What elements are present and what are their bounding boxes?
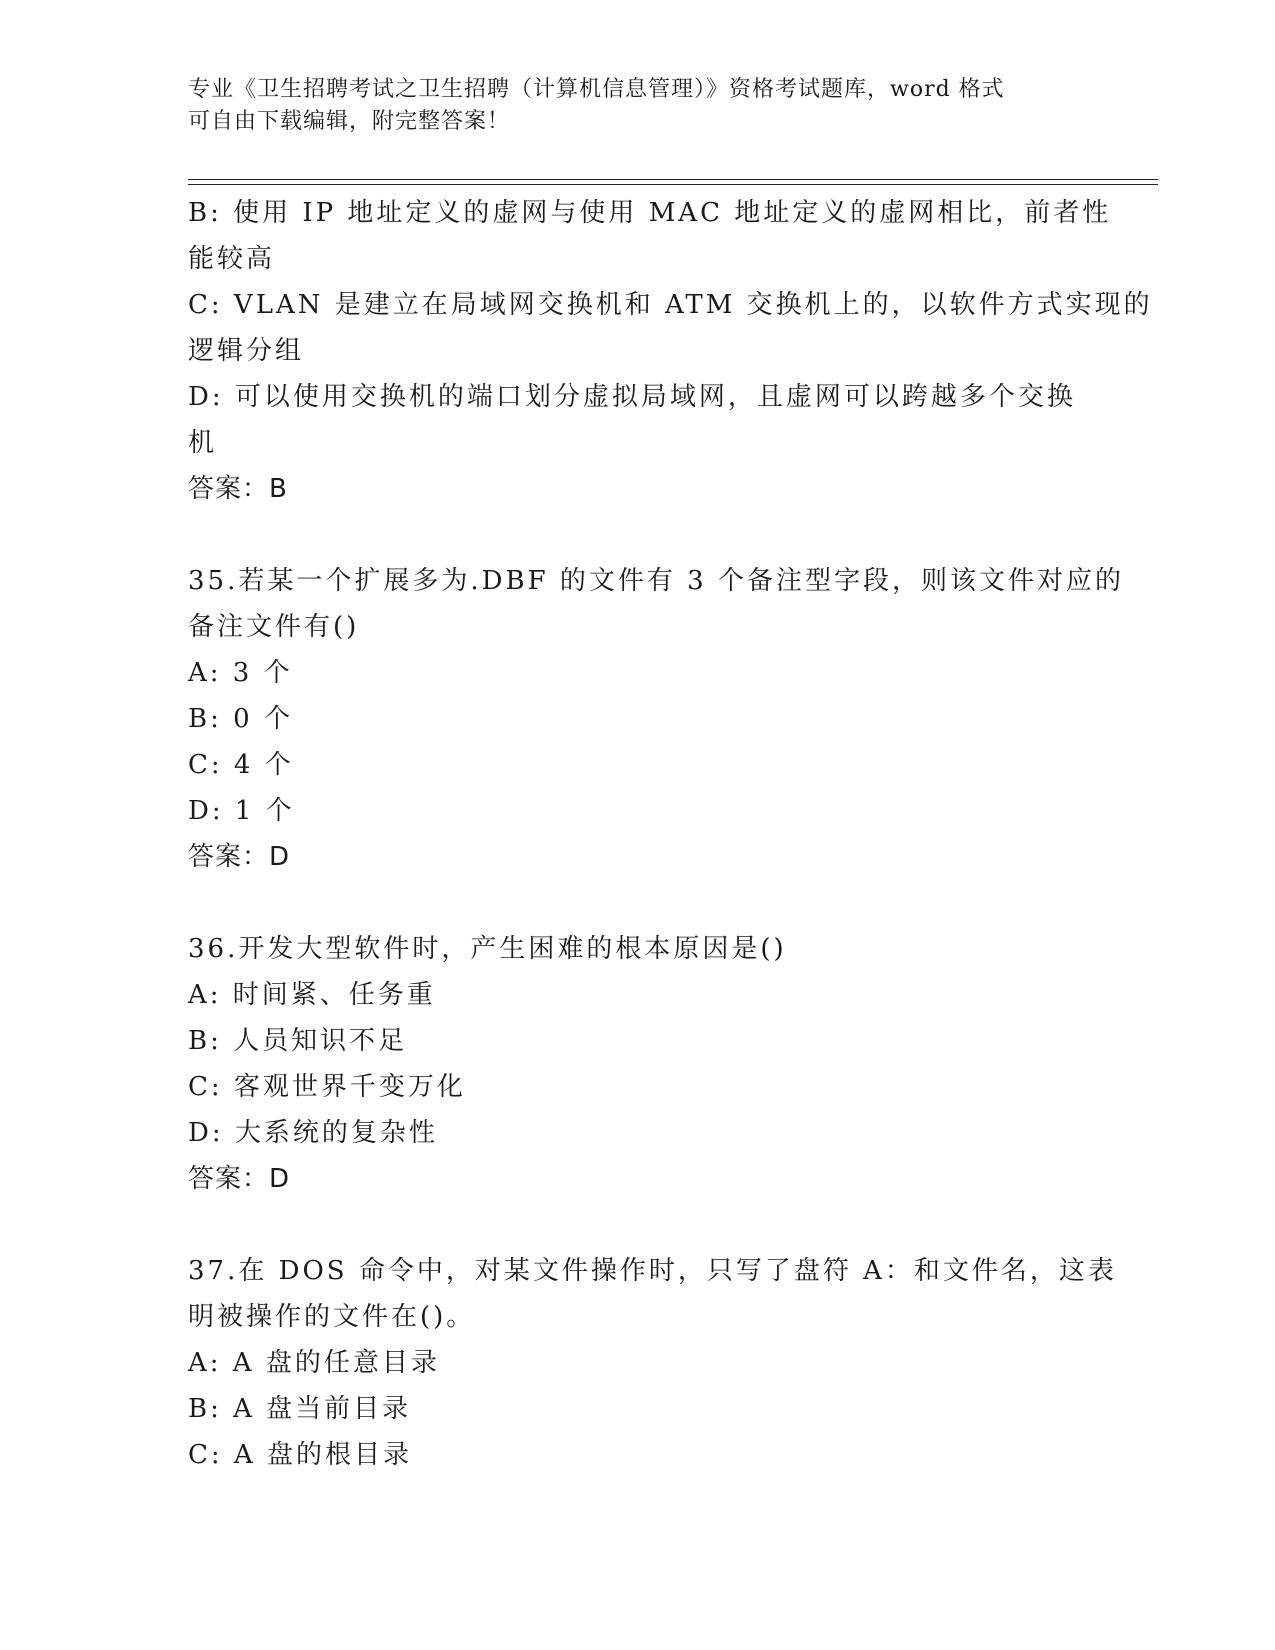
option-b-line-2: 能较高 bbox=[188, 244, 276, 274]
question-35 bbox=[188, 558, 1124, 880]
answer-line: 答案：B bbox=[188, 474, 288, 504]
question-34-tail bbox=[188, 190, 1153, 512]
option-b-line-1: B: 使用 IP 地址定义的虚网与使用 MAC 地址定义的虚网相比，前者性 bbox=[188, 198, 1112, 228]
option-c: C: 4 个 bbox=[188, 750, 294, 780]
header-line-2: 可自由下载编辑，附完整答案！ bbox=[188, 109, 511, 134]
header-line-1: 专业《卫生招聘考试之卫生招聘（计算机信息管理）》资格考试题库，word 格式 bbox=[188, 77, 1005, 102]
question-text-line-1: 37.在 DOS 命令中，对某文件操作时，只写了盘符 A：和文件名，这表 bbox=[188, 1256, 1117, 1286]
option-d: D: 1 个 bbox=[188, 796, 295, 826]
document-header bbox=[188, 74, 1068, 138]
question-text-line-2: 明被操作的文件在()。 bbox=[188, 1302, 476, 1332]
option-c-line-1: C: VLAN 是建立在局域网交换机和 ATM 交换机上的，以软件方式实现的 bbox=[188, 290, 1153, 320]
header-rule-top bbox=[188, 179, 1158, 180]
option-c: C: A 盘的根目录 bbox=[188, 1440, 412, 1470]
question-text-line-1: 35.若某一个扩展多为.DBF 的文件有 3 个备注型字段，则该文件对应的 bbox=[188, 566, 1124, 596]
option-a: A: 3 个 bbox=[188, 658, 293, 688]
question-text-line-1: 36.开发大型软件时，产生困难的根本原因是() bbox=[188, 934, 787, 964]
option-d-line-1: D: 可以使用交换机的端口划分虚拟局域网，且虚网可以跨越多个交换 bbox=[188, 382, 1076, 412]
answer-line: 答案：D bbox=[188, 842, 291, 872]
option-a: A: 时间紧、任务重 bbox=[188, 980, 436, 1010]
header-rule-bottom bbox=[188, 184, 1158, 185]
option-d: D: 大系统的复杂性 bbox=[188, 1118, 438, 1148]
question-text-line-2: 备注文件有() bbox=[188, 612, 360, 642]
option-b: B: A 盘当前目录 bbox=[188, 1394, 412, 1424]
option-c-line-2: 逻辑分组 bbox=[188, 336, 305, 366]
option-a: A: A 盘的任意目录 bbox=[188, 1348, 440, 1378]
question-37 bbox=[188, 1248, 1117, 1478]
answer-line: 答案：D bbox=[188, 1164, 291, 1194]
option-c: C: 客观世界千变万化 bbox=[188, 1072, 466, 1102]
option-b: B: 人员知识不足 bbox=[188, 1026, 408, 1056]
option-d-line-2: 机 bbox=[188, 428, 218, 458]
document-body bbox=[188, 190, 1153, 1478]
option-b: B: 0 个 bbox=[188, 704, 293, 734]
question-36 bbox=[188, 926, 1088, 1202]
